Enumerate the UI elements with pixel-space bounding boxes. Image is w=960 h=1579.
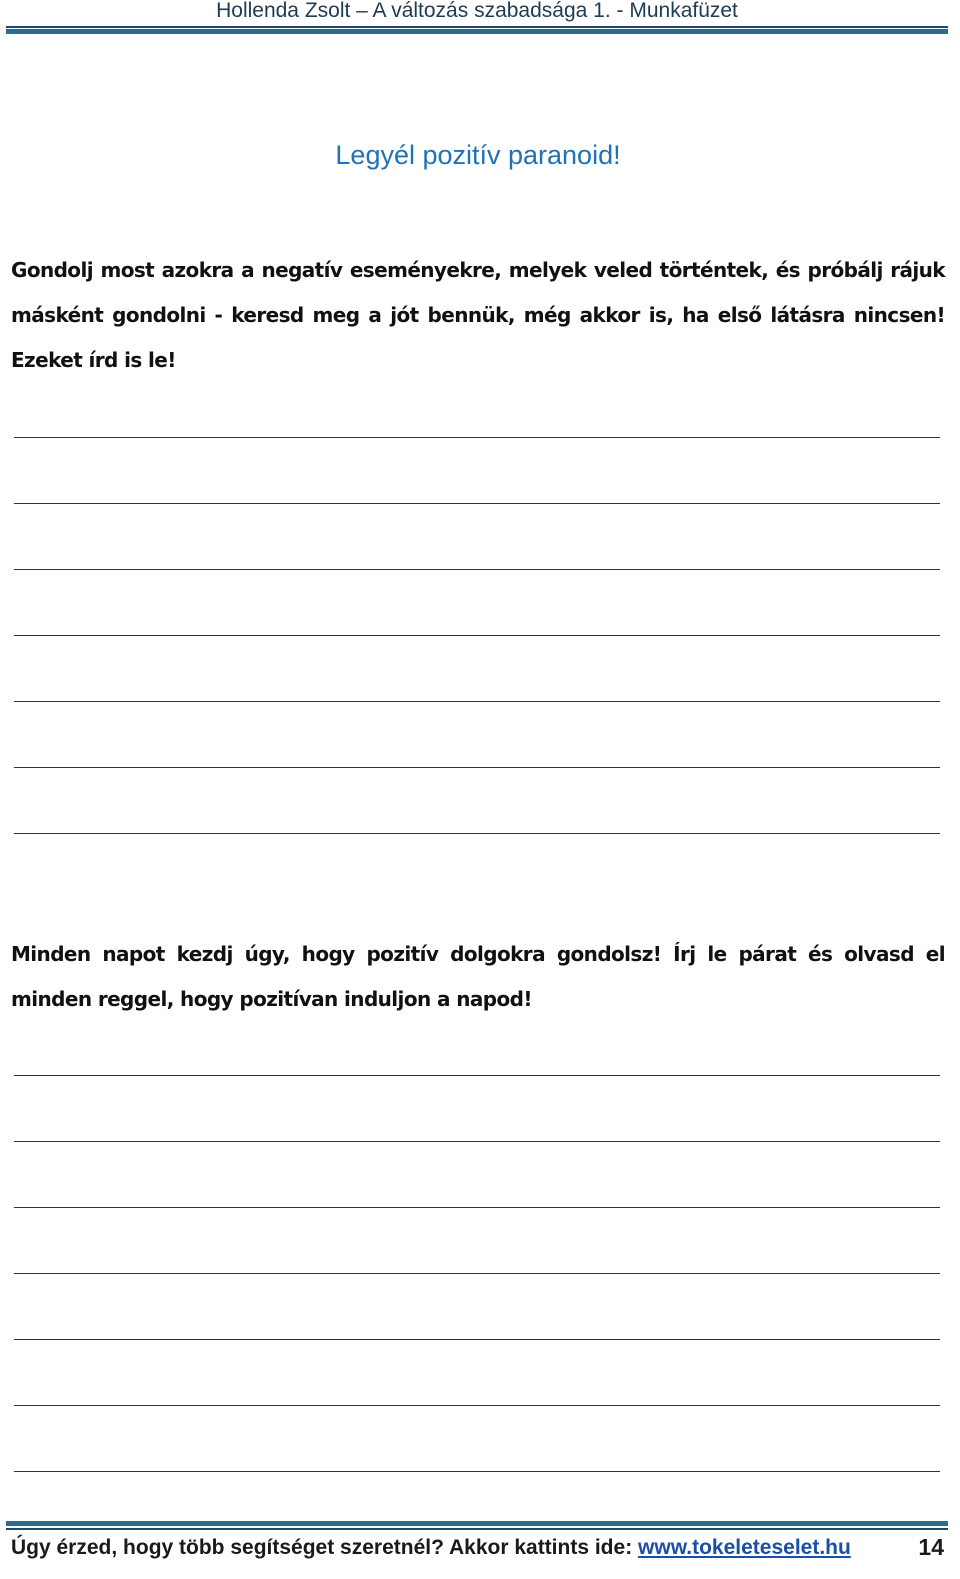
answer-line[interactable] [14,767,940,768]
page-number: 14 [918,1534,944,1560]
website-link[interactable]: www.tokeleteselet.hu [638,1536,851,1559]
answer-line[interactable] [14,1471,940,1472]
answer-line[interactable] [14,701,940,702]
answer-line[interactable] [14,1141,940,1142]
answer-line[interactable] [14,1207,940,1208]
exercise-1-prompt: Gondolj most azokra a negatív eseményekre, melyek veled történtek, és próbálj rájuk másként gondolni - keresd meg a jót bennük, még akkor is, ha első látásra nincsen! Ezeket írd is le! [11,258,945,372]
answer-line[interactable] [14,503,940,504]
footer [11,1534,945,1562]
answer-line[interactable] [14,437,940,438]
footer-rule-thick [6,1521,948,1526]
answer-line[interactable] [14,1405,940,1406]
section-title: Legyél pozitív paranoid! [335,140,621,170]
header-rule [6,26,948,28]
answer-line[interactable] [14,569,940,570]
answer-line[interactable] [14,1339,940,1340]
answer-line[interactable] [14,833,940,834]
answer-line[interactable] [14,635,940,636]
footer-rule [6,1528,948,1530]
exercise-2-prompt: Minden napot kezdj úgy, hogy pozitív dolgokra gondolsz! Írj le párat és olvasd el minden reggel, hogy pozitívan induljon a napod! [11,942,945,1011]
answer-line[interactable] [14,1273,940,1274]
footer-text: Úgy érzed, hogy több segítséget szeretnél? Akkor kattints ide: [11,1536,639,1559]
header-rule-thick [6,29,948,34]
running-header: Hollenda Zsolt – A változás szabadsága 1. - Munkafüzet [216,0,738,22]
answer-line[interactable] [14,1075,940,1076]
